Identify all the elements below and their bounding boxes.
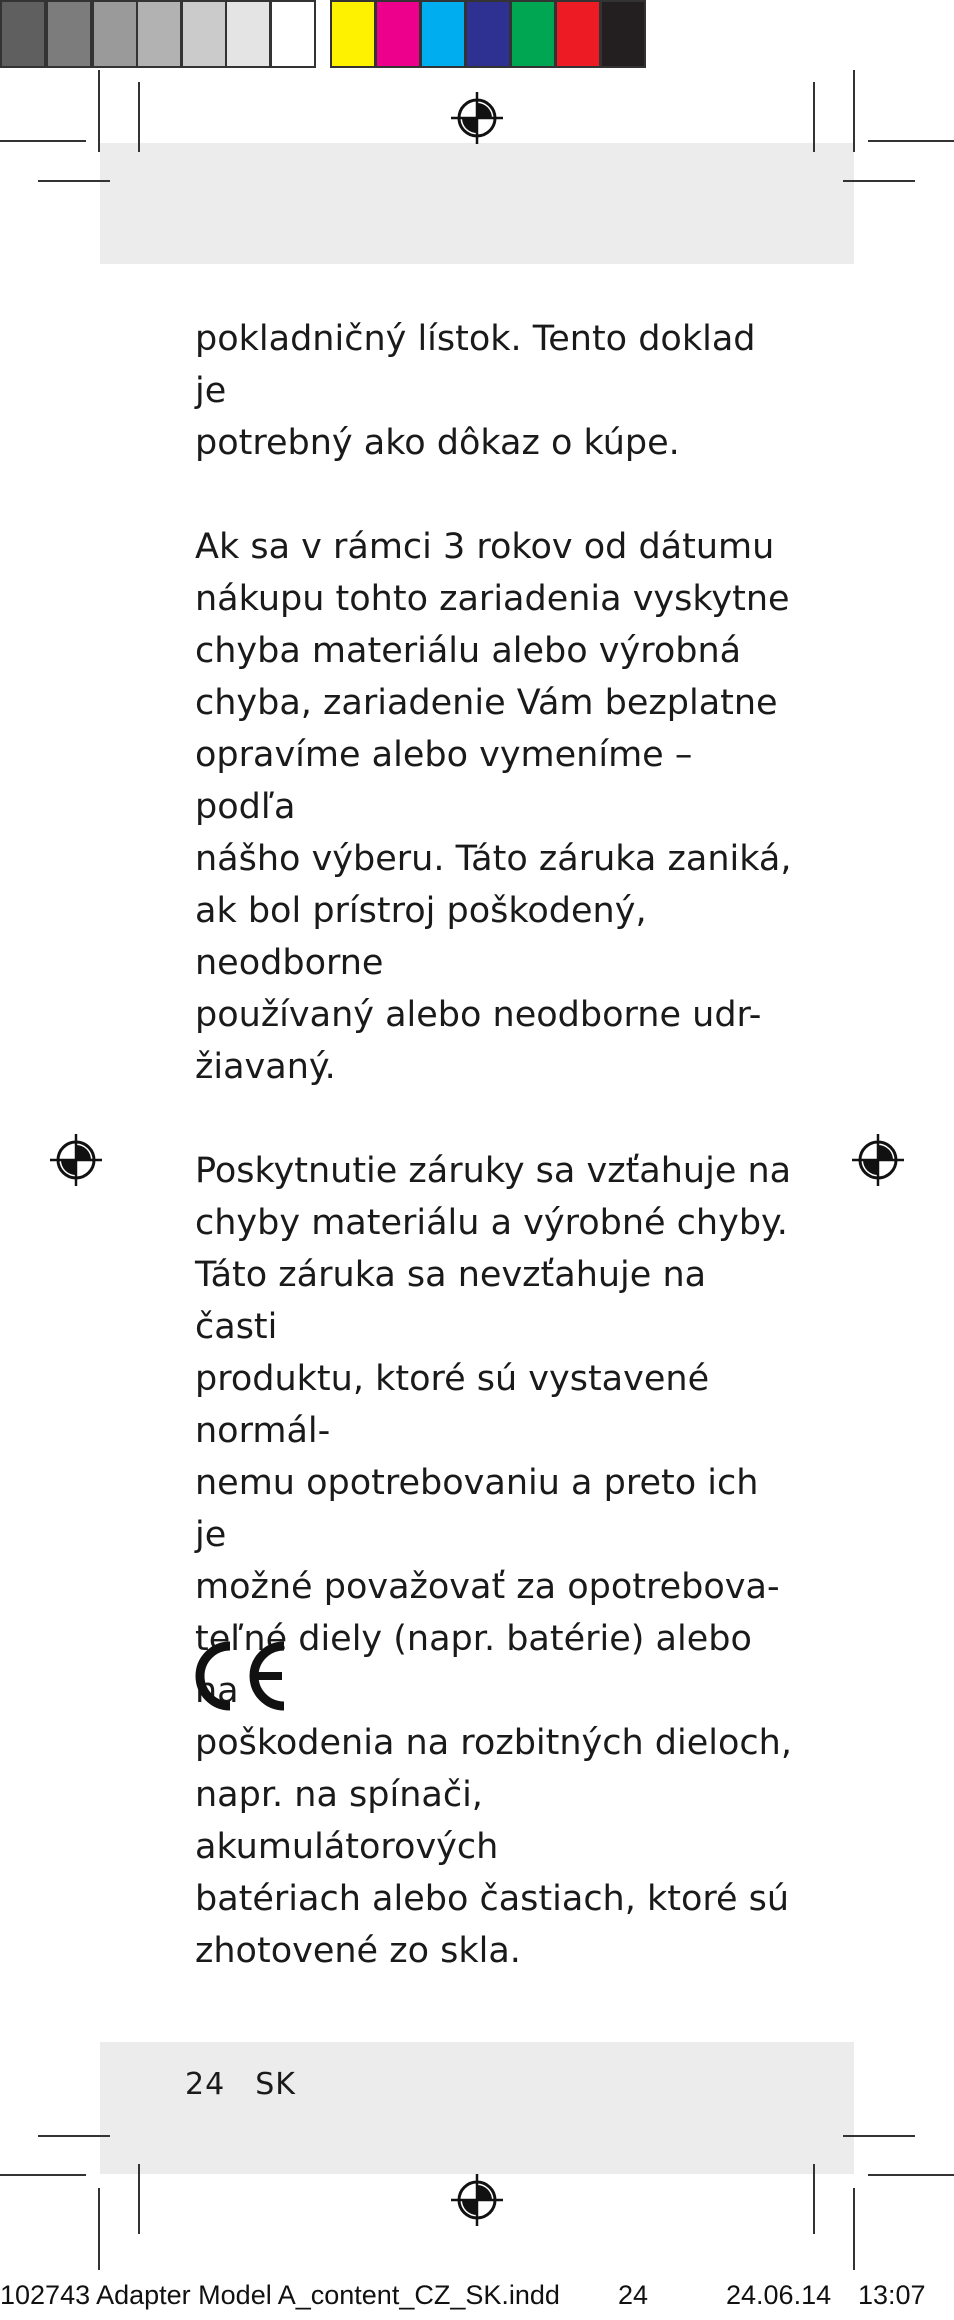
paragraph-warranty-terms: Ak sa v rámci 3 rokov od dátumu nákupu tohto zariadenia vyskytne chyba materiálu alebo výrobná chyba, zariadenie Vám bezplatne opravíme alebo vymeníme – podľa nášho výberu. Táto záruka zaniká, ak bol prístroj poškodený, neodborne používaný alebo neodborne udr- žiavaný. <box>195 527 792 1087</box>
crop-mark <box>98 70 100 152</box>
crop-mark <box>38 180 110 182</box>
crop-mark <box>853 2188 855 2270</box>
ce-mark-icon <box>192 1640 292 1712</box>
color-swatch <box>330 0 376 68</box>
color-swatch <box>510 0 556 68</box>
slug-time: 13:07 <box>858 2280 926 2310</box>
slug-page: 24 <box>618 2280 649 2310</box>
crop-mark <box>868 140 954 142</box>
crop-mark <box>0 2174 86 2176</box>
color-swatch <box>375 0 421 68</box>
slug-filename: 102743 Adapter Model A_content_CZ_SK.indd <box>0 2280 560 2310</box>
color-swatch <box>136 0 182 68</box>
crop-mark <box>843 180 915 182</box>
crop-mark <box>868 2174 954 2176</box>
crop-mark <box>138 2164 140 2234</box>
registration-mark-icon <box>850 1132 906 1188</box>
crop-mark <box>853 70 855 152</box>
crop-mark <box>813 2164 815 2234</box>
registration-mark-icon <box>449 90 505 146</box>
header-band <box>100 143 854 264</box>
color-swatch <box>555 0 601 68</box>
registration-mark-icon <box>48 1132 104 1188</box>
crop-mark <box>98 2188 100 2270</box>
slug-date: 24.06.14 <box>726 2280 832 2310</box>
crop-mark <box>0 140 86 142</box>
color-swatch <box>225 0 271 68</box>
warranty-text-column <box>195 313 795 2029</box>
paragraph-warranty-scope: Poskytnutie záruky sa vzťahuje na chyby materiálu a výrobné chyby. Táto záruka sa nevzťahuje na časti produktu, ktoré sú vystavené normál- nemu opotrebovaniu a preto ich je možné považovať za opotrebova- teľné diely (napr. batérie) alebo na poškodenia na rozbitných dieloch, napr. na spínači, akumulátorových batériach alebo častiach, ktoré sú zhotovené zo skla. <box>195 1151 792 1971</box>
page-number: 24 <box>185 2067 226 2102</box>
paragraph-receipt: pokladničný lístok. Tento doklad je potrebný ako dôkaz o kúpe. <box>195 319 756 463</box>
color-swatch <box>46 0 92 68</box>
footer-band <box>100 2042 854 2174</box>
color-swatch <box>0 0 46 68</box>
color-swatch <box>181 0 227 68</box>
page-footer <box>185 2067 326 2102</box>
color-calibration-bar <box>0 0 954 70</box>
crop-mark <box>138 82 140 152</box>
crop-mark <box>38 2135 110 2137</box>
language-code: SK <box>255 2067 296 2102</box>
color-swatch <box>600 0 646 68</box>
crop-mark <box>843 2135 915 2137</box>
crop-mark <box>813 82 815 152</box>
color-swatch <box>92 0 138 68</box>
color-swatch <box>270 0 316 68</box>
color-swatch <box>465 0 511 68</box>
registration-mark-icon <box>449 2172 505 2228</box>
color-swatch <box>420 0 466 68</box>
